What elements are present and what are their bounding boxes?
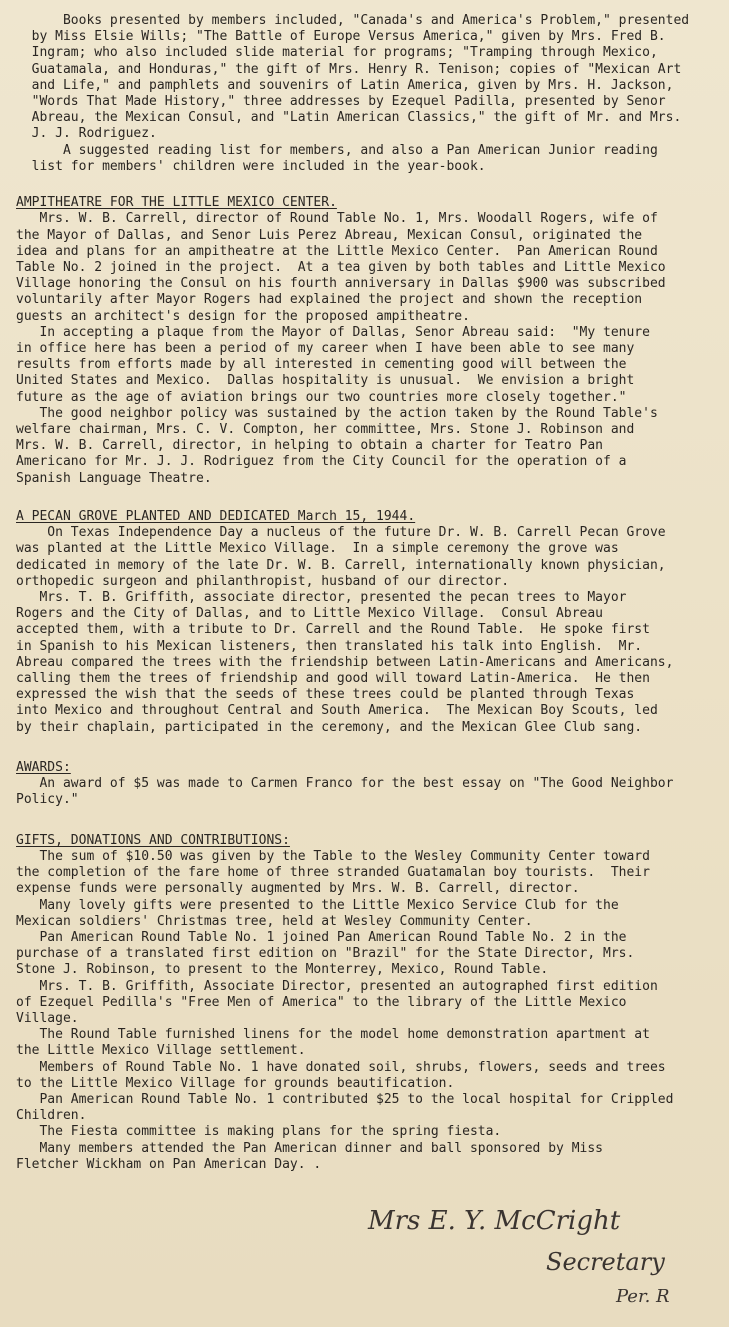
text-line: accepted them, with a tribute to Dr. Carrell and the Round Table. He spoke first [16,622,650,638]
text-line: Abreau, the Mexican Consul, and "Latin American Classics," the gift of Mr. and Mrs. [16,110,682,126]
text-line: in office here has been a period of my career when I have been able to see many [16,341,635,356]
text-line: expense funds were personally augmented by Mrs. W. B. Carrell, director. [16,881,580,897]
text-line: Policy." [16,792,79,808]
text-line: United States and Mexico. Dallas hospitality is unusual. We envision a bright [16,373,635,389]
text-line: The sum of $10.50 was given by the Table to the Wesley Community Center toward [16,849,650,864]
text-line: Rogers and the City of Dallas, and to Little Mexico Village. Consul Abreau [16,606,603,622]
section-heading: AMPITHEATRE FOR THE LITTLE MEXICO CENTER. [16,195,337,211]
section-heading: AWARDS: [16,760,71,775]
text-line: J. J. Rodriguez. [16,126,157,142]
text-line: Pan American Round Table No. 1 contributed $25 to the local hospital for Crippled [16,1092,674,1107]
text-line: The Round Table furnished linens for the model home demonstration apartment at [16,1027,650,1043]
text-line: results from efforts made by all interested in cementing good will between the [16,357,627,373]
text-line: The Fiesta committee is making plans for the spring fiesta. [16,1124,502,1140]
text-line: purchase of a translated first edition on "Brazil" for the State Director, Mrs. [16,946,635,962]
text-line: welfare chairman, Mrs. C. V. Compton, her committee, Mrs. Stone J. Robinson and [16,422,635,437]
text-line: idea and plans for an ampitheatre at the Little Mexico Center. Pan American Round [16,243,658,259]
text-line: Mrs. W. B. Carrell, director of Round Table No. 1, Mrs. Woodall Rogers, wife of [16,211,658,227]
text-line: A suggested reading list for members, and also a Pan American Junior reading [16,142,658,158]
text-line: Members of Round Table No. 1 have donated soil, shrubs, flowers, seeds and trees [16,1059,666,1075]
section-heading: A PECAN GROVE PLANTED AND DEDICATED March 15, 1944. [16,509,416,524]
signature-initials: Per. R [616,1286,670,1307]
text-line: Fletcher Wickham on Pan American Day. . [16,1156,322,1172]
text-line: future as the age of aviation brings our two countries more closely together." [16,389,627,405]
text-line: Books presented by members included, "Canada's and America's Problem," presented [16,13,690,28]
text-line: Many members attended the Pan American dinner and ball sponsored by Miss [16,1140,603,1156]
text-line: On Texas Independence Day a nucleus of the future Dr. W. B. Carrell Pecan Grove [16,525,666,541]
section-heading: GIFTS, DONATIONS AND CONTRIBUTIONS: [16,832,290,848]
text-line: in Spanish to his Mexican listeners, then translated his talk into English. Mr. [16,638,643,654]
text-line: In accepting a plaque from the Mayor of Dallas, Senor Abreau said: "My tenure [16,324,650,340]
text-line: Americano for Mr. J. J. Rodriguez from the City Council for the operation of a [16,454,627,470]
text-line: to the Little Mexico Village for grounds beautification. [16,1075,455,1091]
text-line: by Miss Elsie Wills; "The Battle of Europe Versus America," given by Mrs. Fred B. [16,29,666,45]
text-line: Ingram; who also included slide material for programs; "Tramping through Mexico, [16,45,658,61]
text-line: the completion of the fare home of three stranded Guatamalan boy tourists. Their [16,865,650,881]
text-line: Mrs. T. B. Griffith, Associate Director, presented an autographed first edition [16,978,658,994]
text-line: orthopedic surgeon and philanthropist, husband of our director. [16,573,510,589]
text-line: Mrs. W. B. Carrell, director, in helping to obtain a charter for Teatro Pan [16,438,603,454]
text-line: and Life," and pamphlets and souvenirs of Latin America, given by Mrs. H. Jackson, [16,77,674,93]
text-line: Stone J. Robinson, to present to the Monterrey, Mexico, Round Table. [16,962,549,978]
text-line: An award of $5 was made to Carmen Franco for the best essay on "The Good Neighbor [16,776,674,792]
signature-name: Mrs E. Y. McCright [368,1206,621,1236]
text-line: Village honoring the Consul on his fourth anniversary in Dallas $900 was subscribed [16,276,666,292]
text-line: expressed the wish that the seeds of these trees could be planted through Texas [16,687,635,703]
text-line: Mexican soldiers' Christmas tree, held at Wesley Community Center. [16,913,533,929]
text-line: Table No. 2 joined in the project. At a tea given by both tables and Little Mexico [16,260,666,275]
text-line: the Little Mexico Village settlement. [16,1043,306,1059]
text-line: list for members' children were included in the year-book. [16,158,486,174]
text-line: of Ezequel Pedilla's "Free Men of America" to the library of the Little Mexico [16,994,627,1010]
text-line: Abreau compared the trees with the friendship between Latin-Americans and Americans, [16,654,674,670]
text-line: Spanish Language Theatre. [16,470,212,486]
text-line: guests an architect's design for the proposed ampitheatre. [16,308,470,324]
text-line: dedicated in memory of the late Dr. W. B. Carrell, internationally known physician, [16,557,666,573]
text-line: Village. [16,1011,79,1026]
text-line: into Mexico and throughout Central and South America. The Mexican Boy Scouts, led [16,703,658,719]
text-line: The good neighbor policy was sustained by the action taken by the Round Table's [16,405,658,421]
text-line: by their chaplain, participated in the ceremony, and the Mexican Glee Club sang. [16,719,643,735]
text-line: Guatamala, and Honduras," the gift of Mrs. Henry R. Tenison; copies of "Mexican Art [16,61,682,77]
text-line: Children. [16,1108,87,1124]
text-line: calling them the trees of friendship and good will toward Latin-America. He then [16,671,650,686]
text-line: was planted at the Little Mexico Village. In a simple ceremony the grove was [16,541,619,557]
text-line: Mrs. T. B. Griffith, associate director, presented the pecan trees to Mayor [16,590,627,605]
signature-title: Secretary [546,1248,665,1276]
text-line: Pan American Round Table No. 1 joined Pan American Round Table No. 2 in the [16,930,627,945]
text-line: Many lovely gifts were presented to the Little Mexico Service Club for the [16,897,619,913]
text-line: "Words That Made History," three addresses by Ezequel Padilla, presented by Senor [16,94,666,109]
text-line: the Mayor of Dallas, and Senor Luis Perez Abreau, Mexican Consul, originated the [16,227,643,243]
text-line: voluntarily after Mayor Rogers had explained the project and shown the reception [16,292,643,308]
